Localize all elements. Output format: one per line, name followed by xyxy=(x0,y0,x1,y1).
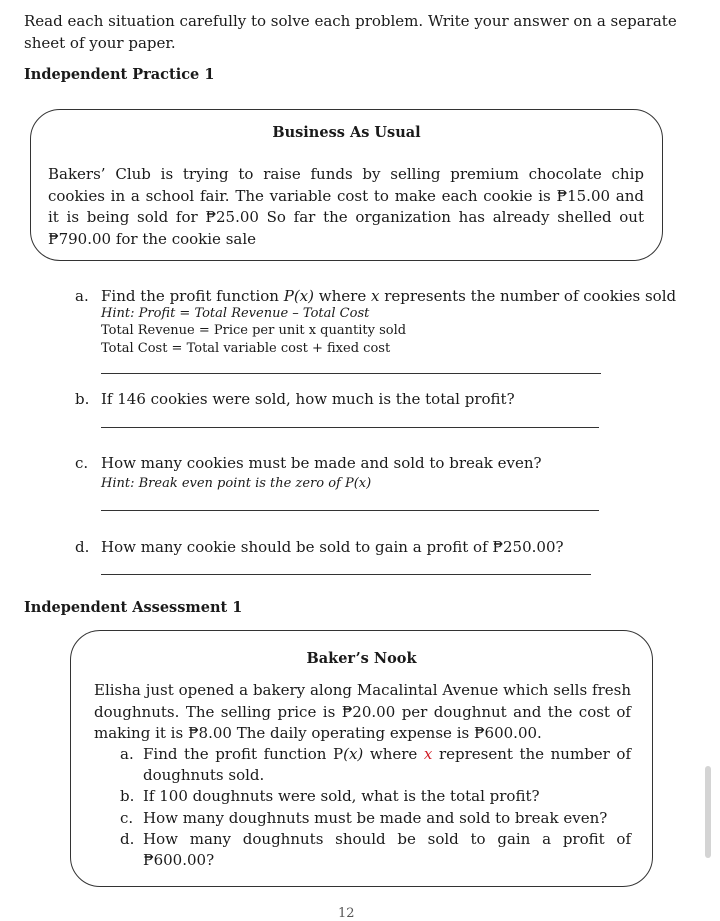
question-b-text: If 146 cookies were sold, how much is the total profit? xyxy=(101,390,515,408)
question-a-hint-1: Hint: Profit = Total Revenue – Total Cost xyxy=(101,306,370,321)
question-c-text: How many cookies must be made and sold to break even? xyxy=(101,454,542,472)
question-a-label: a. xyxy=(75,287,89,305)
question-b-label: b. xyxy=(75,390,90,408)
page-number: 12 xyxy=(338,906,355,921)
question-d-label: d. xyxy=(75,538,90,556)
practice-problem-box xyxy=(30,109,663,261)
practice-heading: Independent Practice 1 xyxy=(24,66,215,83)
list-item: c. How many doughnuts must be made and sold to break even? xyxy=(120,808,608,827)
list-item: d. How many doughnuts should be sold to gain a profit of ₱600.00? xyxy=(120,829,631,870)
question-c-hint: Hint: Break even point is the zero of P(x) xyxy=(101,476,372,491)
assessment-box-title: Baker’s Nook xyxy=(306,650,417,667)
list-item: a. Find the profit function P(x) where x represent the number of doughnuts sold. xyxy=(120,745,632,785)
question-a-text: Find the profit function P(x) where x represents the number of cookies sold xyxy=(101,287,677,305)
assessment-problem-box xyxy=(70,630,653,887)
answer-line-c xyxy=(101,510,599,511)
assessment-box-text: Elisha just opened a bakery along Macalintal Avenue which sells fresh doughnuts. The selling price is ₱20.00 per doughnut and the cost of making it is ₱8.00 The daily operating expense is ₱600.00. xyxy=(94,681,631,742)
question-a-hint-3: Total Cost = Total variable cost + fixed cost xyxy=(101,341,391,356)
assessment-heading: Independent Assessment 1 xyxy=(24,599,243,616)
instructions: Read each situation carefully to solve each problem. Write your answer on a separate sheet of your paper. xyxy=(24,12,677,52)
assessment-question-list xyxy=(94,744,631,871)
practice-box-text: Bakers’ Club is trying to raise funds by selling premium chocolate chip cookies in a school fair. The variable cost to make each cookie is ₱15.00 and it is being sold for ₱25.00 So far the organization has already shelled out ₱790.00 for the cookie sale xyxy=(48,165,644,248)
answer-line-d xyxy=(101,574,591,575)
practice-box-title: Business As Usual xyxy=(272,124,421,141)
question-c-label: c. xyxy=(75,454,89,472)
question-a-hint-2: Total Revenue = Price per unit x quantity sold xyxy=(101,323,407,338)
answer-line-b xyxy=(101,427,599,428)
list-item: b. If 100 doughnuts were sold, what is the total profit? xyxy=(120,787,540,806)
scrollbar-thumb[interactable] xyxy=(705,766,711,858)
answer-line-a xyxy=(101,373,601,374)
question-d-text: How many cookie should be sold to gain a profit of ₱250.00? xyxy=(101,538,564,556)
